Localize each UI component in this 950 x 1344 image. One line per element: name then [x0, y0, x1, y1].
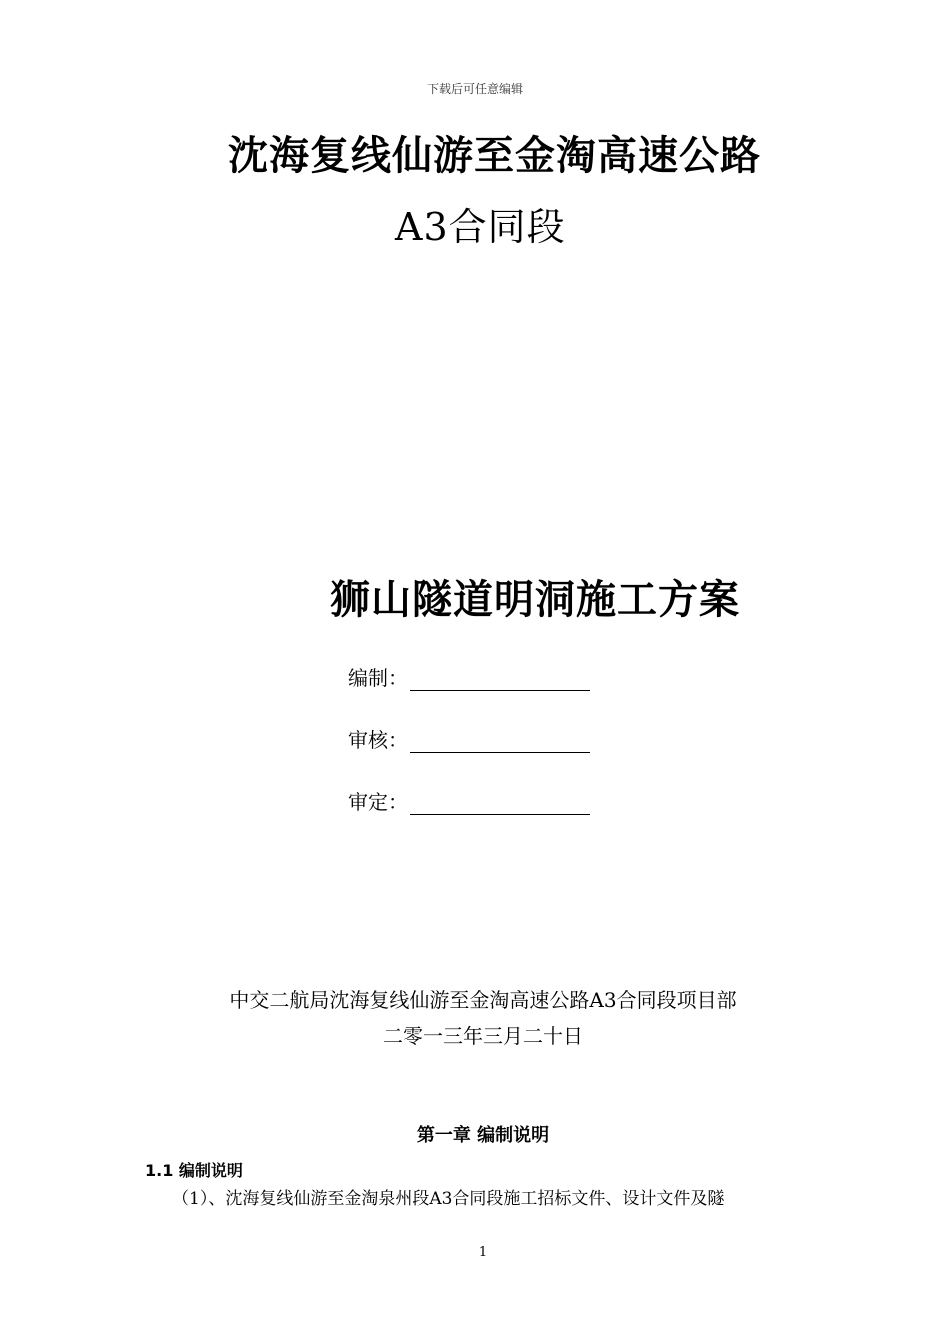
contract-section-title: A3合同段 — [395, 205, 566, 249]
section-title: 1.1 编制说明 — [145, 1161, 243, 1180]
signature-row-approve — [348, 786, 590, 815]
signature-label: 审定： — [348, 790, 408, 814]
chapter-title: 第一章 编制说明 — [416, 1125, 550, 1146]
scheme-title: 狮山隧道明洞施工方案 — [330, 576, 740, 623]
signature-line — [410, 666, 590, 691]
header-note: 下载后可任意编辑 — [426, 82, 523, 96]
organization-name: 中交二航局沈海复线仙游至金淘高速公路A3合同段项目部 — [229, 988, 737, 1012]
project-title: 沈海复线仙游至金淘高速公路 — [228, 132, 761, 179]
signature-label: 审核： — [348, 728, 408, 752]
document-date: 二零一三年三月二十日 — [383, 1024, 583, 1048]
page-number: 1 — [478, 1245, 488, 1260]
body-paragraph: （1）、沈海复线仙游至金淘泉州段A3合同段施工招标文件、设计文件及隧 — [172, 1189, 725, 1209]
signature-line — [410, 790, 590, 815]
signature-row-review — [348, 724, 590, 753]
signature-line — [410, 728, 590, 753]
signature-label: 编制： — [348, 666, 408, 690]
signature-row-compile — [348, 662, 590, 691]
